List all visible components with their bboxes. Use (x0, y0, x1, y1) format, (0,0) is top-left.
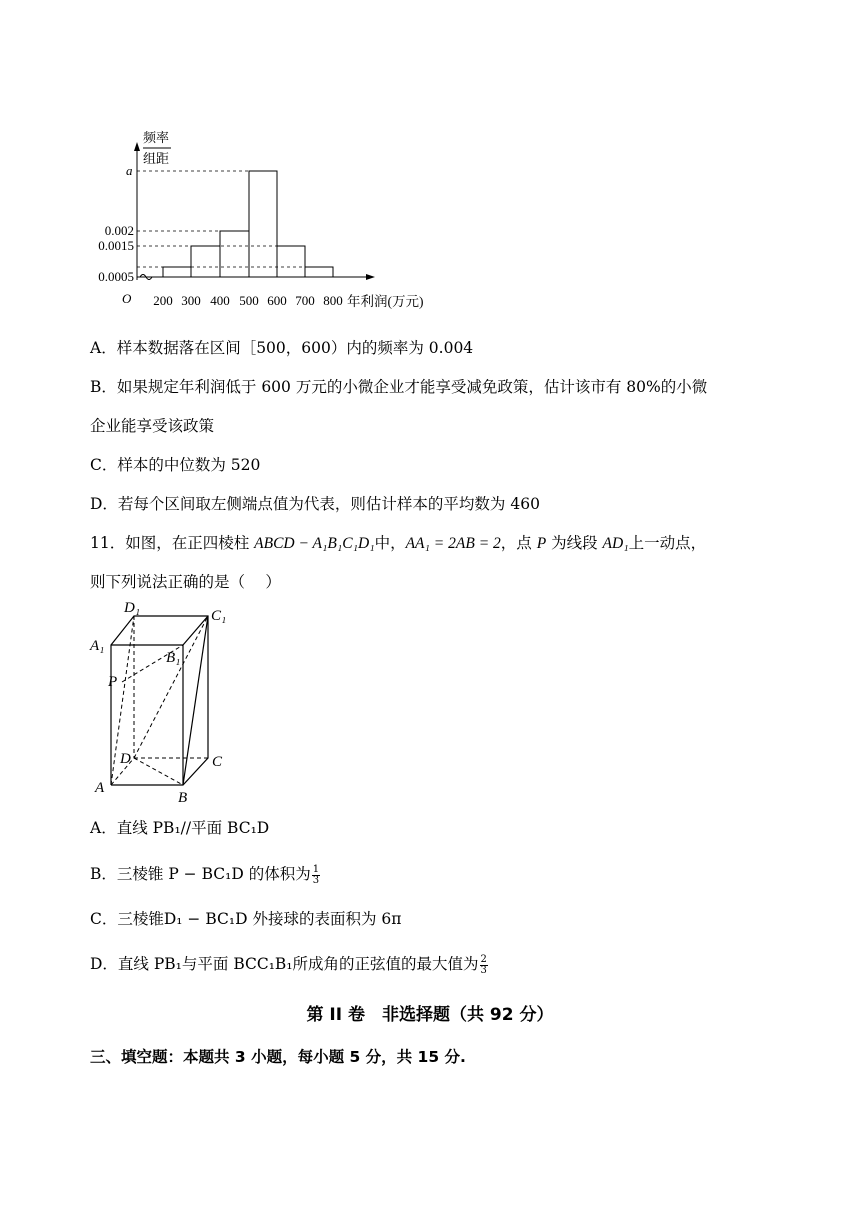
q11-stem-end: 上一动点， (628, 534, 707, 552)
x-label-500: 500 (239, 293, 259, 308)
q11-stem-mid1: 中， (374, 534, 406, 552)
q11-option-b-fraction: $\frac{1}{3}$ (312, 863, 320, 886)
label-c1: C₁ (211, 608, 227, 624)
q11-segment: AD₁ (602, 535, 629, 552)
bar-200-300 (163, 267, 191, 277)
q11-option-a: A．直线 PB₁//平面 BC₁D (90, 819, 270, 837)
bar-700-800 (305, 267, 333, 277)
q11-stem-line1 (90, 533, 706, 554)
bar-400-500 (220, 231, 249, 277)
x-axis-title: 年利润(万元) (347, 294, 424, 309)
bar-600-700 (277, 246, 305, 277)
q11-prism: ABCD − A₁B₁C₁D₁ (254, 535, 375, 552)
label-d: D (120, 751, 131, 767)
bar-300-400 (191, 246, 220, 277)
origin-label: O (122, 291, 132, 306)
y-label-a: a (126, 163, 133, 178)
label-b: B (178, 790, 188, 806)
label-d1: D₁ (124, 600, 141, 616)
label-p: P (108, 674, 118, 690)
label-c: C (212, 754, 223, 770)
q11-stem-mid3: 为线段 (546, 534, 603, 552)
x-label-300: 300 (181, 293, 201, 308)
histogram-y-title-bottom: 组距 (143, 151, 170, 166)
label-a: A (95, 780, 105, 796)
q10-option-a: A．样本数据落在区间［500，600）内的频率为 0.004 (90, 339, 474, 357)
q10-option-b-line2: 企业能享受该政策 (90, 417, 215, 435)
prism-figure (88, 598, 238, 808)
section-title: 第 II 卷 非选择题（共 92 分） (306, 1005, 554, 1025)
q11-point: P (536, 535, 547, 552)
x-label-600: 600 (267, 293, 287, 308)
bar-500-600 (249, 171, 277, 277)
y-label-00005: 0.0005 (98, 269, 134, 284)
q10-option-b-line1: B．如果规定年利润低于 600 万元的小微企业才能享受减免政策，估计该市有 80%的小微 (90, 378, 708, 396)
q11-option-b (90, 864, 320, 886)
x-label-200: 200 (153, 293, 173, 308)
q10-option-c: C．样本的中位数为 520 (90, 456, 261, 474)
q11-stem-line2: 则下列说法正确的是（ ） (90, 573, 281, 591)
x-label-700: 700 (295, 293, 315, 308)
label-b1: B₁ (166, 650, 181, 666)
q11-stem-prefix: 11．如图，在正四棱柱 (90, 534, 255, 552)
q11-option-d (90, 954, 488, 976)
y-label-00015: 0.0015 (98, 238, 134, 253)
q11-option-b-text: B．三棱锥 P − BC₁D 的体积为 (90, 865, 311, 883)
q10-option-d: D．若每个区间取左侧端点值为代表，则估计样本的平均数为 460 (90, 495, 540, 513)
frequency-histogram (98, 120, 450, 320)
part-three-heading: 三、填空题：本题共 3 小题，每小题 5 分，共 15 分. (90, 1048, 466, 1066)
q11-option-d-text: D．直线 PB₁与平面 BCC₁B₁所成角的正弦值的最大值为 (90, 955, 479, 973)
x-label-400: 400 (210, 293, 230, 308)
q11-option-c: C．三棱锥D₁ − BC₁D 外接球的表面积为 6π (90, 910, 402, 928)
q11-condition: AA₁ = 2AB = 2 (405, 535, 501, 552)
histogram-y-title-top: 频率 (143, 130, 170, 145)
label-a1: A₁ (90, 638, 105, 654)
x-label-800: 800 (323, 293, 343, 308)
y-label-0002: 0.002 (104, 223, 134, 238)
q11-option-d-fraction: $\frac{2}{3}$ (480, 953, 487, 976)
q11-stem-mid2: ，点 (500, 534, 537, 552)
